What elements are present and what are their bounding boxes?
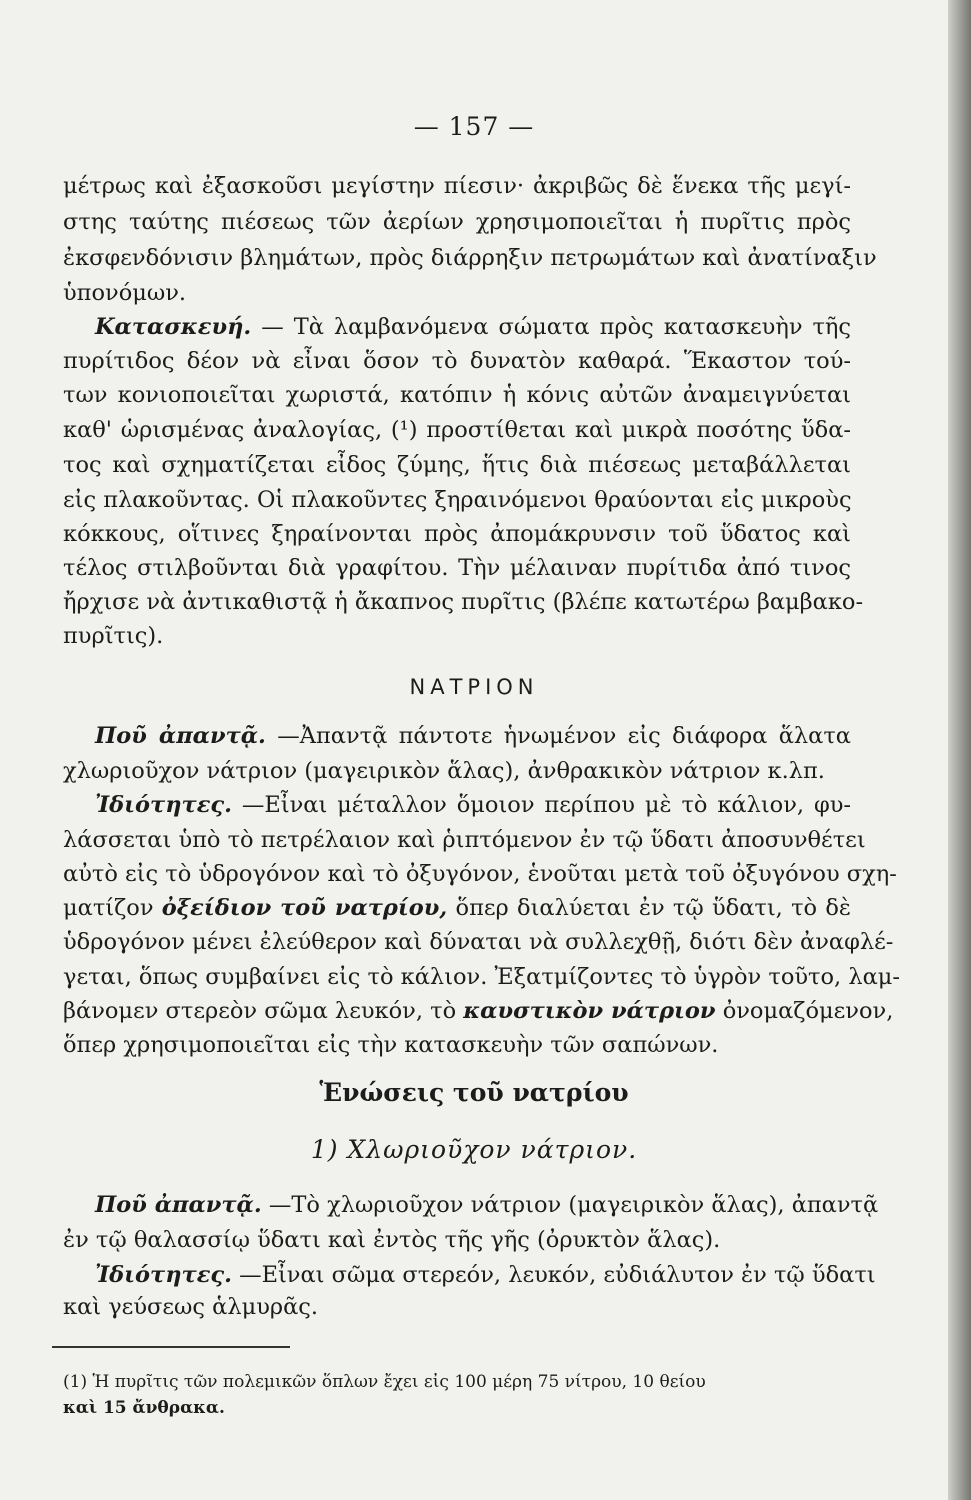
- pou-apanta-2-first-line: [95, 1192, 879, 1218]
- idiotites-first-line: [95, 794, 851, 817]
- idiotites-label: Ἰδιότητες.: [95, 792, 232, 818]
- kataskeui-label: Κατασκευή.: [95, 314, 252, 340]
- pou-apanta-label: Ποῦ ἀπαντᾷ.: [95, 1192, 262, 1218]
- text-line: ἤρχισε νὰ ἀντικαθιστᾷ ἡ ἄκαπνος πυρῖτις (βλέπε κατωτέρω βαμβακο-: [63, 589, 864, 615]
- term-sodium-oxide: ὀξείδιον τοῦ νατρίου,: [161, 895, 448, 921]
- text-line: καὶ γεύσεως ἁλμυρᾶς.: [63, 1294, 319, 1320]
- footnote-line: (1) Ἡ πυρῖτις τῶν πολεμικῶν ὅπλων ἔχει εἰς 100 μέρη 75 νίτρου, 10 θείου: [63, 1372, 706, 1392]
- text-run: ὀνομαζόμενον,: [722, 998, 894, 1024]
- idiotites-2-first-line: [95, 1262, 876, 1288]
- text-run: —Ἀπαντᾷ πάντοτε ἡνωμένον εἰς διάφορα ἅλατα: [277, 723, 851, 749]
- text-run: —Εἶναι μέταλλον ὅμοιον περίπου μὲ τὸ κάλιον, φυ-: [241, 792, 851, 818]
- text-run: — Τὰ λαμβανόμενα σώματα πρὸς κατασκευὴν τῆς: [261, 314, 852, 340]
- text-line: ἐν τῷ θαλασσίῳ ὕδατι καὶ ἐντὸς τῆς γῆς (ὀρυκτὸν ἅλας).: [63, 1227, 721, 1253]
- text-run: βάνομεν στερεὸν σῶμα λευκόν, τὸ: [63, 998, 457, 1024]
- text-line: ὑδρογόνον μένει ἐλεύθερον καὶ δύναται νὰ συλλεχθῇ, διότι δὲν ἀναφλέ-: [63, 929, 894, 955]
- text-line: τέλος στιλβοῦνται διὰ γραφίτου. Τὴν μέλαιναν πυρίτιδα ἀπό τινος: [63, 555, 851, 581]
- text-line: καθ' ὡρισμένας ἀναλογίας, (¹) προστίθεται καὶ μικρὰ ποσότης ὕδα-: [63, 417, 851, 443]
- text-line: [63, 897, 851, 920]
- kataskeui-first-line: [95, 316, 851, 339]
- footnote-rule: [52, 1346, 290, 1348]
- text-run: ματίζον: [63, 895, 154, 921]
- text-line: κόκκους, οἵτινες ξηραίνονται πρὸς ἀπομάκρυνσιν τοῦ ὕδατος καὶ: [63, 521, 851, 547]
- text-line: τος καὶ σχηματίζεται εἶδος ζύμης, ἥτις διὰ πιέσεως μεταβάλλεται: [63, 452, 851, 478]
- compounds-title: Ἑνώσεις τοῦ νατρίου: [319, 1078, 629, 1107]
- text-line: αὐτὸ εἰς τὸ ὑδρογόνον καὶ τὸ ὀξυγόνον, ἑνοῦται μετὰ τοῦ ὀξυγόνου σχη-: [63, 861, 897, 887]
- text-run: —Εἶναι σῶμα στερεόν, λευκόν, εὐδιάλυτον ἐν τῷ ὕδατι: [239, 1262, 876, 1288]
- text-line: ὅπερ χρησιμοποιεῖται εἰς τὴν κατασκευὴν τῶν σαπώνων.: [63, 1032, 719, 1058]
- text-line: πυρῖτις).: [63, 623, 164, 649]
- text-line: μέτρως καὶ ἐξασκοῦσι μεγίστην πίεσιν· ἀκριβῶς δὲ ἕνεκα τῆς μεγί-: [63, 173, 851, 199]
- subsection-title: 1) Χλωριοῦχον νάτριον.: [310, 1135, 638, 1164]
- text-line: χλωριοῦχον νάτριον (μαγειρικὸν ἅλας), ἀνθρακικὸν νάτριον κ.λπ.: [63, 758, 825, 784]
- footnote-line: καὶ 15 ἄνθρακα.: [63, 1398, 225, 1418]
- text-run: ὅπερ διαλύεται ἐν τῷ ὕδατι, τὸ δὲ: [455, 895, 851, 921]
- term-caustic-soda: καυστικὸν νάτριον: [463, 998, 716, 1024]
- text-line: εἰς πλακοῦντας. Οἱ πλακοῦντες ξηραινόμενοι θραύονται εἰς μικροὺς: [63, 487, 852, 513]
- section-title: ΝΑΤΡΙΟΝ: [409, 675, 539, 699]
- text-run: —Τὸ χλωριοῦχον νάτριον (μαγειρικὸν ἅλας), ἀπαντᾷ: [268, 1192, 879, 1218]
- book-binding-edge: [948, 0, 971, 1500]
- text-line: ὑπονόμων.: [63, 280, 187, 306]
- text-line: λάσσεται ὑπὸ τὸ πετρέλαιον καὶ ῥιπτόμενον ἐν τῷ ὕδατι ἀποσυνθέτει: [63, 827, 866, 853]
- text-line: στης ταύτης πιέσεως τῶν ἀερίων χρησιμοποιεῖται ἡ πυρῖτις πρὸς: [63, 209, 851, 235]
- page-number: — 157 —: [413, 112, 535, 141]
- text-line: των κονιοποιεῖται χωριστά, κατόπιν ἡ κόνις αὐτῶν ἀναμειγνύεται: [63, 382, 851, 408]
- idiotites-label: Ἰδιότητες.: [95, 1262, 232, 1288]
- text-line: ἐκσφενδόνισιν βλημάτων, πρὸς διάρρηξιν πετρωμάτων καὶ ἀνατίναξιν: [63, 245, 877, 271]
- text-line: πυρίτιδος δέον νὰ εἶναι ὅσον τὸ δυνατὸν καθαρά. Ἕκαστον τού-: [63, 348, 851, 374]
- text-line: [63, 998, 894, 1024]
- pou-apanta-first-line: [95, 725, 851, 748]
- pou-apanta-label: Ποῦ ἀπαντᾷ.: [95, 723, 266, 749]
- text-line: γεται, ὅπως συμβαίνει εἰς τὸ κάλιον. Ἐξατμίζοντες τὸ ὑγρὸν τοῦτο, λαμ-: [63, 964, 901, 990]
